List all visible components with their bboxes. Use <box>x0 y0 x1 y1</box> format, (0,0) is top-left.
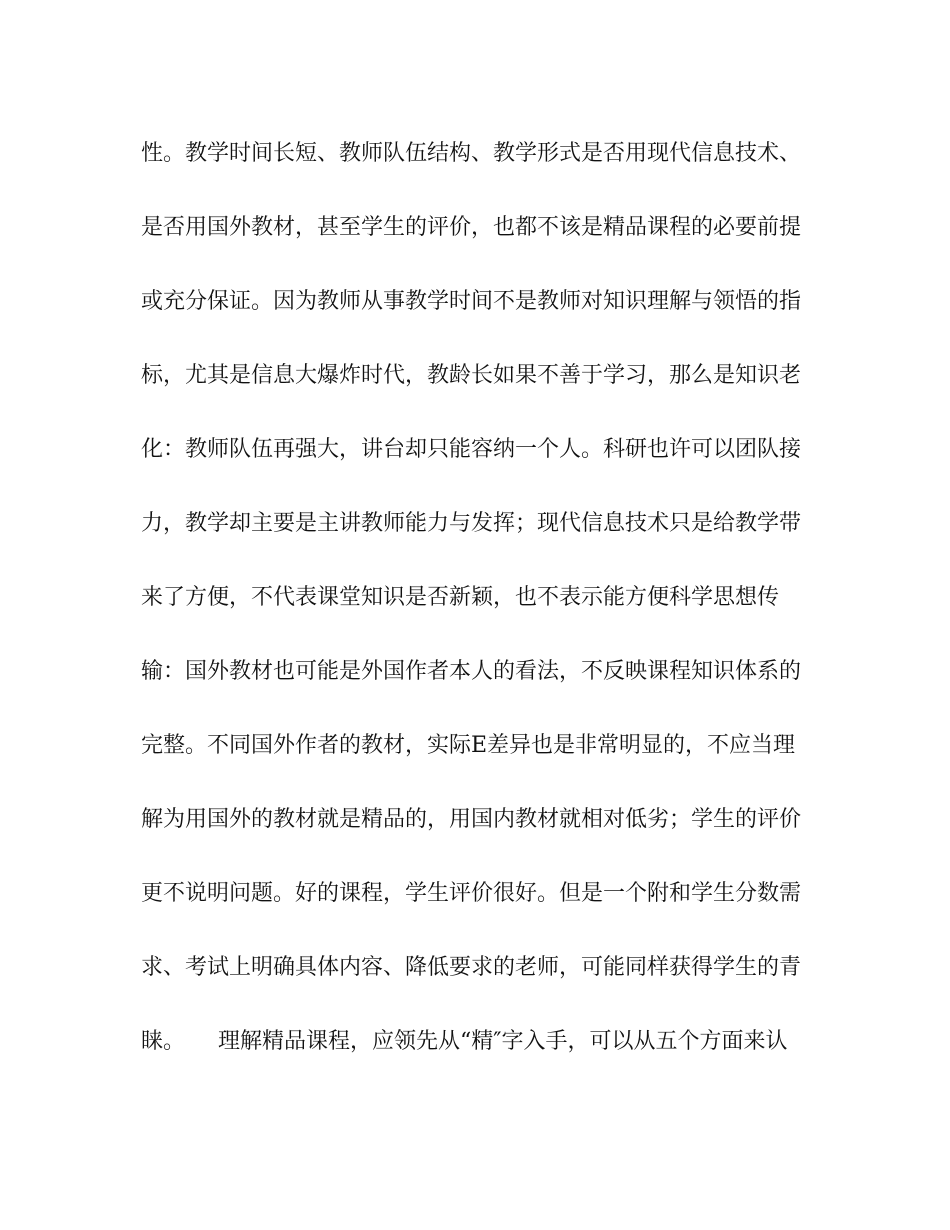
text-line-13: 睐。 理解精品课程，应领先从“精″字入手，可以从五个方面来认 <box>141 1029 788 1054</box>
text-line-5: 化：教师队伍再强大，讲台却只能容纳一个人。科研也许可以团队接 <box>141 437 802 462</box>
text-line-7: 来了方便，不代表课堂知识是否新颖，也不表示能方便科学思想传 <box>141 585 780 610</box>
text-line-11: 更不说明问题。好的课程，学生评价很好。但是一个附和学生分数需 <box>141 881 802 906</box>
text-line-4: 标，尤其是信息大爆炸时代，教龄长如果不善于学习，那么是知识老 <box>141 363 802 388</box>
text-line-12: 求、考试上明确具体内容、降低要求的老师，可能同样获得学生的青 <box>141 955 802 980</box>
text-line-1: 性。教学时间长短、教师队伍结构、教学形式是否用现代信息技术、 <box>141 141 802 166</box>
text-line-8: 输：国外教材也可能是外国作者本人的看法，不反映课程知识体系的 <box>141 659 802 684</box>
text-line-9: 完整。不同国外作者的教材，实际E差异也是非常明显的，不应当理 <box>141 733 796 758</box>
text-line-10: 解为用国外的教材就是精品的，用国内教材就相对低劣；学生的评价 <box>141 807 802 832</box>
text-line-2: 是否用国外教材，甚至学生的评价，也都不该是精品课程的必要前提 <box>141 215 802 240</box>
text-line-3: 或充分保证。因为教师从事教学时间不是教师对知识理解与领悟的指 <box>141 289 802 314</box>
text-line-6: 力，教学却主要是主讲教师能力与发挥；现代信息技术只是给教学带 <box>141 511 802 536</box>
